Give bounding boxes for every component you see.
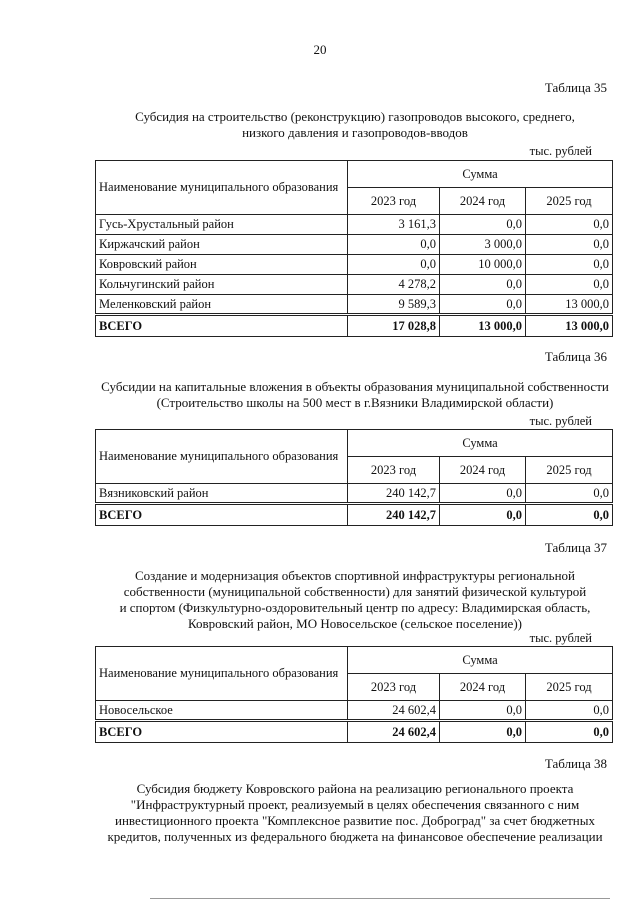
header-year-2023: 2023 год (348, 674, 440, 701)
header-year-2023: 2023 год (348, 188, 440, 215)
caption-line: "Инфраструктурный проект, реализуемый в целях обеспечения связанного с ним (130, 797, 580, 812)
row-2023: 24 602,4 (348, 701, 440, 721)
table-37-label: Таблица 37 (544, 540, 607, 555)
row-2025: 0,0 (526, 255, 613, 275)
row-2025: 0,0 (526, 215, 613, 235)
total-2024: 13 000,0 (440, 315, 526, 337)
row-2024: 0,0 (440, 701, 526, 721)
page-bottom-rule (150, 898, 610, 903)
total-2025: 0,0 (526, 721, 613, 743)
caption-line: Субсидии на капитальные вложения в объекты образования муниципальной собственности (101, 379, 609, 394)
row-name: Кольчугинский район (96, 275, 348, 295)
table-row (96, 255, 613, 275)
table-38-caption (70, 781, 640, 845)
row-2023: 9 589,3 (348, 295, 440, 315)
table-35 (95, 160, 613, 337)
total-2025: 13 000,0 (526, 315, 613, 337)
total-2025: 0,0 (526, 504, 613, 526)
table-36-caption (70, 379, 640, 411)
total-2024: 0,0 (440, 504, 526, 526)
table-row (96, 235, 613, 255)
caption-line: Ковровский район, МО Новосельское (сельское поселение)) (188, 616, 522, 631)
header-sum-col: Сумма (348, 430, 613, 457)
row-name: Вязниковский район (96, 484, 348, 504)
row-2025: 13 000,0 (526, 295, 613, 315)
table-row (96, 215, 613, 235)
row-2023: 240 142,7 (348, 484, 440, 504)
caption-line: низкого давления и газопроводов-вводов (242, 125, 468, 140)
row-2023: 0,0 (348, 255, 440, 275)
caption-line: собственности (муниципальной собственности) для занятий физической культурой (123, 584, 587, 599)
caption-line: Субсидия бюджету Ковровского района на реализацию регионального проекта (136, 781, 574, 796)
row-2025: 0,0 (526, 484, 613, 504)
table-35-caption (90, 109, 620, 141)
row-name: Ковровский район (96, 255, 348, 275)
header-name-col: Наименование муниципального образования (96, 430, 348, 484)
row-2025: 0,0 (526, 275, 613, 295)
row-2023: 4 278,2 (348, 275, 440, 295)
row-2025: 0,0 (526, 235, 613, 255)
row-2024: 0,0 (440, 484, 526, 504)
caption-line: кредитов, полученных из федерального бюджета на финансовое обеспечение реализации (107, 829, 603, 844)
caption-line: и спортом (Физкультурно-оздоровительный центр по адресу: Владимирская область, (119, 600, 591, 615)
total-2023: 24 602,4 (348, 721, 440, 743)
total-row (96, 315, 613, 337)
table-37-caption (70, 568, 640, 632)
table-36 (95, 429, 613, 526)
row-2023: 3 161,3 (348, 215, 440, 235)
table-row (96, 484, 613, 504)
total-2023: 240 142,7 (348, 504, 440, 526)
unit-label: тыс. рублей (529, 414, 592, 428)
total-name: ВСЕГО (96, 721, 348, 743)
row-2024: 10 000,0 (440, 255, 526, 275)
row-name: Киржачский район (96, 235, 348, 255)
row-2024: 0,0 (440, 275, 526, 295)
row-name: Новосельское (96, 701, 348, 721)
caption-line: инвестиционного проекта "Комплексное развитие пос. Доброград" за счет бюджетных (115, 813, 595, 828)
page-number: 20 (313, 42, 327, 57)
caption-line: Создание и модернизация объектов спортивной инфраструктуры региональной (134, 568, 576, 583)
header-year-2025: 2025 год (526, 674, 613, 701)
header-name-col: Наименование муниципального образования (96, 647, 348, 701)
unit-label: тыс. рублей (529, 144, 592, 158)
table-38-label: Таблица 38 (544, 756, 607, 771)
row-2025: 0,0 (526, 701, 613, 721)
row-2023: 0,0 (348, 235, 440, 255)
total-2023: 17 028,8 (348, 315, 440, 337)
row-2024: 3 000,0 (440, 235, 526, 255)
header-name-col: Наименование муниципального образования (96, 161, 348, 215)
row-2024: 0,0 (440, 295, 526, 315)
table-37 (95, 646, 613, 743)
total-name: ВСЕГО (96, 504, 348, 526)
unit-label: тыс. рублей (529, 631, 592, 645)
table-36-label: Таблица 36 (544, 349, 607, 364)
header-year-2024: 2024 год (440, 457, 526, 484)
header-year-2025: 2025 год (526, 457, 613, 484)
table-row (96, 701, 613, 721)
header-sum-col: Сумма (348, 647, 613, 674)
header-year-2025: 2025 год (526, 188, 613, 215)
table-row (96, 275, 613, 295)
caption-line: Субсидия на строительство (реконструкцию) газопроводов высокого, среднего, (135, 109, 575, 124)
header-year-2024: 2024 год (440, 188, 526, 215)
total-2024: 0,0 (440, 721, 526, 743)
header-year-2023: 2023 год (348, 457, 440, 484)
row-name: Меленковский район (96, 295, 348, 315)
total-name: ВСЕГО (96, 315, 348, 337)
header-year-2024: 2024 год (440, 674, 526, 701)
header-sum-col: Сумма (348, 161, 613, 188)
total-row (96, 504, 613, 526)
table-35-label: Таблица 35 (544, 80, 607, 95)
total-row (96, 721, 613, 743)
table-row (96, 295, 613, 315)
row-2024: 0,0 (440, 215, 526, 235)
caption-line: (Строительство школы на 500 мест в г.Вязники Владимирской области) (156, 395, 554, 410)
row-name: Гусь-Хрустальный район (96, 215, 348, 235)
